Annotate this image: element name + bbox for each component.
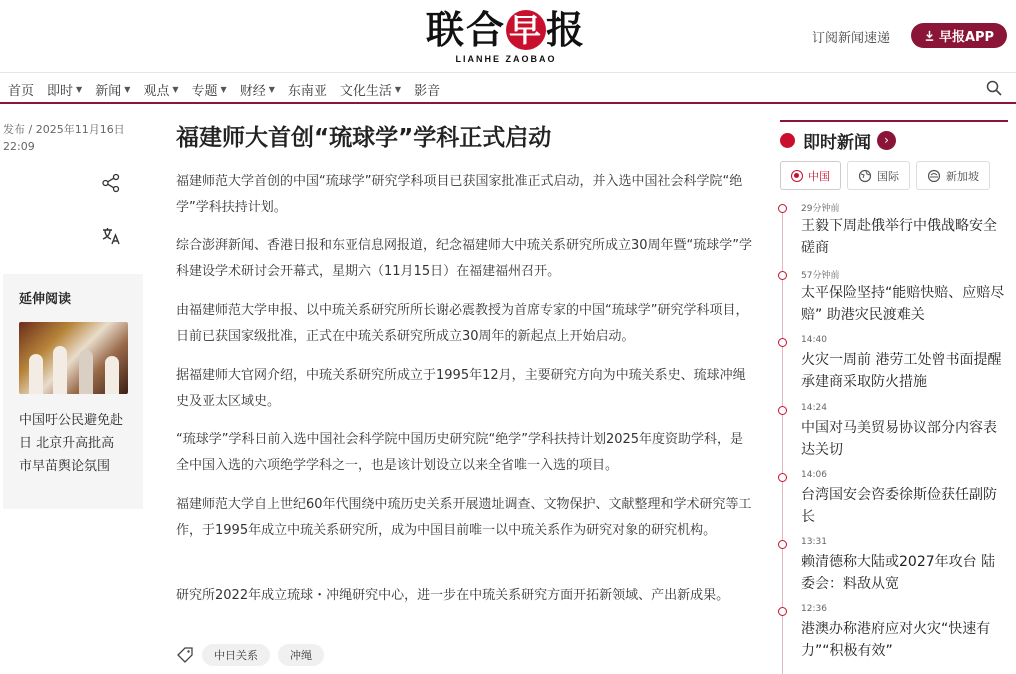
- nav-item-label: 文化生活: [339, 83, 392, 99]
- news-headline[interactable]: 王毅下周赴俄举行中俄战略安全磋商: [801, 218, 997, 256]
- publish-date-line: 发布 / 2025年11月16日: [3, 123, 125, 136]
- timeline-dot-icon: [778, 271, 787, 280]
- logo-text-part: 报: [546, 7, 587, 52]
- share-icon[interactable]: [101, 173, 121, 193]
- thumbnail-figure: [105, 356, 119, 394]
- article-title: 福建师大首创“琉球学”学科正式启动: [176, 125, 552, 151]
- tab-china[interactable]: [780, 161, 841, 190]
- news-time: 14:40: [801, 335, 827, 345]
- timeline-dot-icon: [778, 204, 787, 213]
- news-time: 57分钟前: [801, 271, 840, 281]
- news-headline[interactable]: 港澳办称港府应对火灾“快速有力”“积极有效”: [801, 621, 991, 659]
- site-logo[interactable]: [418, 8, 594, 64]
- caret-down-icon: ▼: [124, 84, 131, 94]
- nav-item-label: 首页: [8, 83, 35, 99]
- chevron-right-icon[interactable]: ›: [877, 131, 896, 150]
- thumbnail-figure: [29, 354, 43, 394]
- caret-down-icon: ▼: [268, 84, 275, 94]
- timeline-dot-icon: [778, 607, 787, 616]
- main-nav: [0, 72, 1016, 104]
- nav-item[interactable]: [47, 80, 82, 99]
- tab-singapore[interactable]: [916, 161, 990, 190]
- timeline-dot-icon: [778, 473, 787, 482]
- nav-item[interactable]: [143, 80, 178, 99]
- news-time: 29分钟前: [801, 204, 840, 214]
- download-icon: [924, 30, 935, 41]
- news-headline[interactable]: 台湾国安会咨委徐斯俭获任副防长: [801, 487, 997, 525]
- site-header: [0, 0, 1016, 72]
- article-paragraph: 由福建师范大学申报、以中琉关系研究所所长谢必震教授为首席专家的中国“琉球学”研究学科项目，日前已获国家级批准，正式在中琉关系研究所成立30周年的新起点上开始启动。: [176, 303, 749, 344]
- sidebar-rule: [780, 120, 1008, 122]
- tag-link[interactable]: 冲绳: [278, 644, 324, 666]
- article: [176, 120, 753, 662]
- logo-subtitle: LIANHE ZAOBAO: [455, 54, 557, 64]
- search-icon[interactable]: [986, 80, 1002, 96]
- tab-label: 国际: [877, 169, 899, 183]
- translate-icon[interactable]: [101, 226, 121, 246]
- tab-international[interactable]: [847, 161, 910, 190]
- article-paragraph: 福建师范大学首创的中国“琉球学”研究学科项目已获国家批准正式启动，并入选中国社会科学院“绝学”学科扶持计划。: [176, 174, 743, 215]
- tag-icon: [176, 646, 194, 664]
- nav-item-label: 专题: [191, 83, 218, 99]
- logo-wordmark: [418, 8, 594, 52]
- nav-item[interactable]: [414, 80, 440, 99]
- timeline-dot-icon: [778, 406, 787, 415]
- caret-down-icon: ▼: [76, 84, 83, 94]
- article-paragraph: 综合澎湃新闻、香港日报和东亚信息网报道，纪念福建师大中琉关系研究所成立30周年暨“琉球学”学科建设学术研讨会开幕式，星期六（11月15日）在福建福州召开。: [176, 238, 753, 279]
- article-paragraph: “琉球学”学科日前入选中国社会科学院中国历史研究院“绝学”学科扶持计划2025年度资助学科，是全中国入选的六项绝学学科之一，也是该计划设立以来全省唯一入选的项目。: [176, 432, 744, 473]
- news-time: 12:36: [801, 604, 827, 614]
- nav-item-label: 影音: [414, 83, 441, 99]
- caret-down-icon: ▼: [172, 84, 179, 94]
- nav-item-label: 观点: [143, 83, 170, 99]
- article-paragraph: 福建师范大学自上世纪60年代围绕中琉历史关系开展遗址调查、文物保护、文献整理和学术研究等工作，于1995年成立中琉关系研究所，成为中国目前唯一以中琉关系作为研究对象的研究机构。: [176, 497, 752, 538]
- instant-news-title: 即时新闻: [803, 133, 871, 153]
- article-paragraph: 研究所2022年成立琉球・冲绳研究中心，进一步在中琉关系研究方面开拓新领域、产出新成果。: [176, 588, 730, 603]
- tag-link[interactable]: 中日关系: [202, 644, 270, 666]
- nav-item[interactable]: [8, 80, 34, 99]
- radio-icon: [791, 170, 803, 182]
- nav-item-label: 新闻: [95, 83, 122, 99]
- timeline-dot-icon: [778, 338, 787, 347]
- timeline-dot-icon: [778, 540, 787, 549]
- news-time: 13:31: [801, 537, 827, 547]
- logo-text-part: 联合: [425, 7, 506, 52]
- news-time: 14:06: [801, 470, 827, 480]
- globe-icon: [858, 169, 872, 183]
- tab-label: 新加坡: [946, 169, 979, 183]
- nav-item-label: 东南亚: [287, 83, 327, 99]
- live-dot-icon: [780, 133, 795, 148]
- thumbnail-figure: [79, 350, 93, 394]
- subscribe-newsletter-link[interactable]: 订阅新闻速递: [812, 31, 891, 46]
- thumbnail-figure: [53, 346, 67, 394]
- publish-time-line: 22:09: [3, 140, 35, 153]
- news-headline[interactable]: 火灾一周前 港劳工处曾书面提醒承建商采取防火措施: [801, 352, 1002, 390]
- publish-date: [3, 121, 133, 155]
- singapore-icon: [927, 169, 941, 183]
- extended-reading-thumbnail[interactable]: [19, 322, 128, 394]
- tab-label: 中国: [808, 169, 830, 183]
- nav-item[interactable]: [288, 80, 327, 99]
- news-headline[interactable]: 太平保险坚持“能赔快赔、应赔尽赔” 助港灾民渡难关: [801, 285, 1005, 323]
- extended-reading-headline[interactable]: 中国吁公民避免赴日 北京升高批高市早苗舆论氛围: [19, 413, 124, 474]
- nav-item-label: 即时: [47, 83, 74, 99]
- app-download-button[interactable]: [911, 23, 1007, 48]
- extended-reading-title: 延伸阅读: [19, 292, 72, 307]
- nav-items: [8, 73, 453, 105]
- article-tags: [176, 644, 324, 666]
- nav-item[interactable]: [340, 80, 401, 99]
- caret-down-icon: ▼: [394, 84, 402, 94]
- nav-item[interactable]: [95, 80, 130, 99]
- news-headline[interactable]: 赖清德称大陆或2027年攻台 陆委会：料敌从宽: [801, 554, 996, 592]
- news-time: 14:24: [801, 403, 827, 413]
- nav-item[interactable]: [240, 80, 275, 99]
- article-paragraph: 据福建师大官网介绍，中琉关系研究所成立于1995年12月，主要研究方向为中琉关系史、琉球冲绳史及亚太区域史。: [176, 368, 746, 409]
- app-button-label: 早报APP: [938, 30, 995, 45]
- extended-reading: [3, 274, 143, 509]
- caret-down-icon: ▼: [220, 84, 227, 94]
- instant-news-header[interactable]: [780, 128, 896, 153]
- nav-item[interactable]: [192, 80, 227, 99]
- region-tabs: [780, 161, 990, 190]
- nav-item-label: 财经: [239, 83, 266, 99]
- news-headline[interactable]: 中国对马美贸易协议部分内容表达关切: [801, 420, 997, 458]
- logo-circle: 早: [506, 10, 546, 50]
